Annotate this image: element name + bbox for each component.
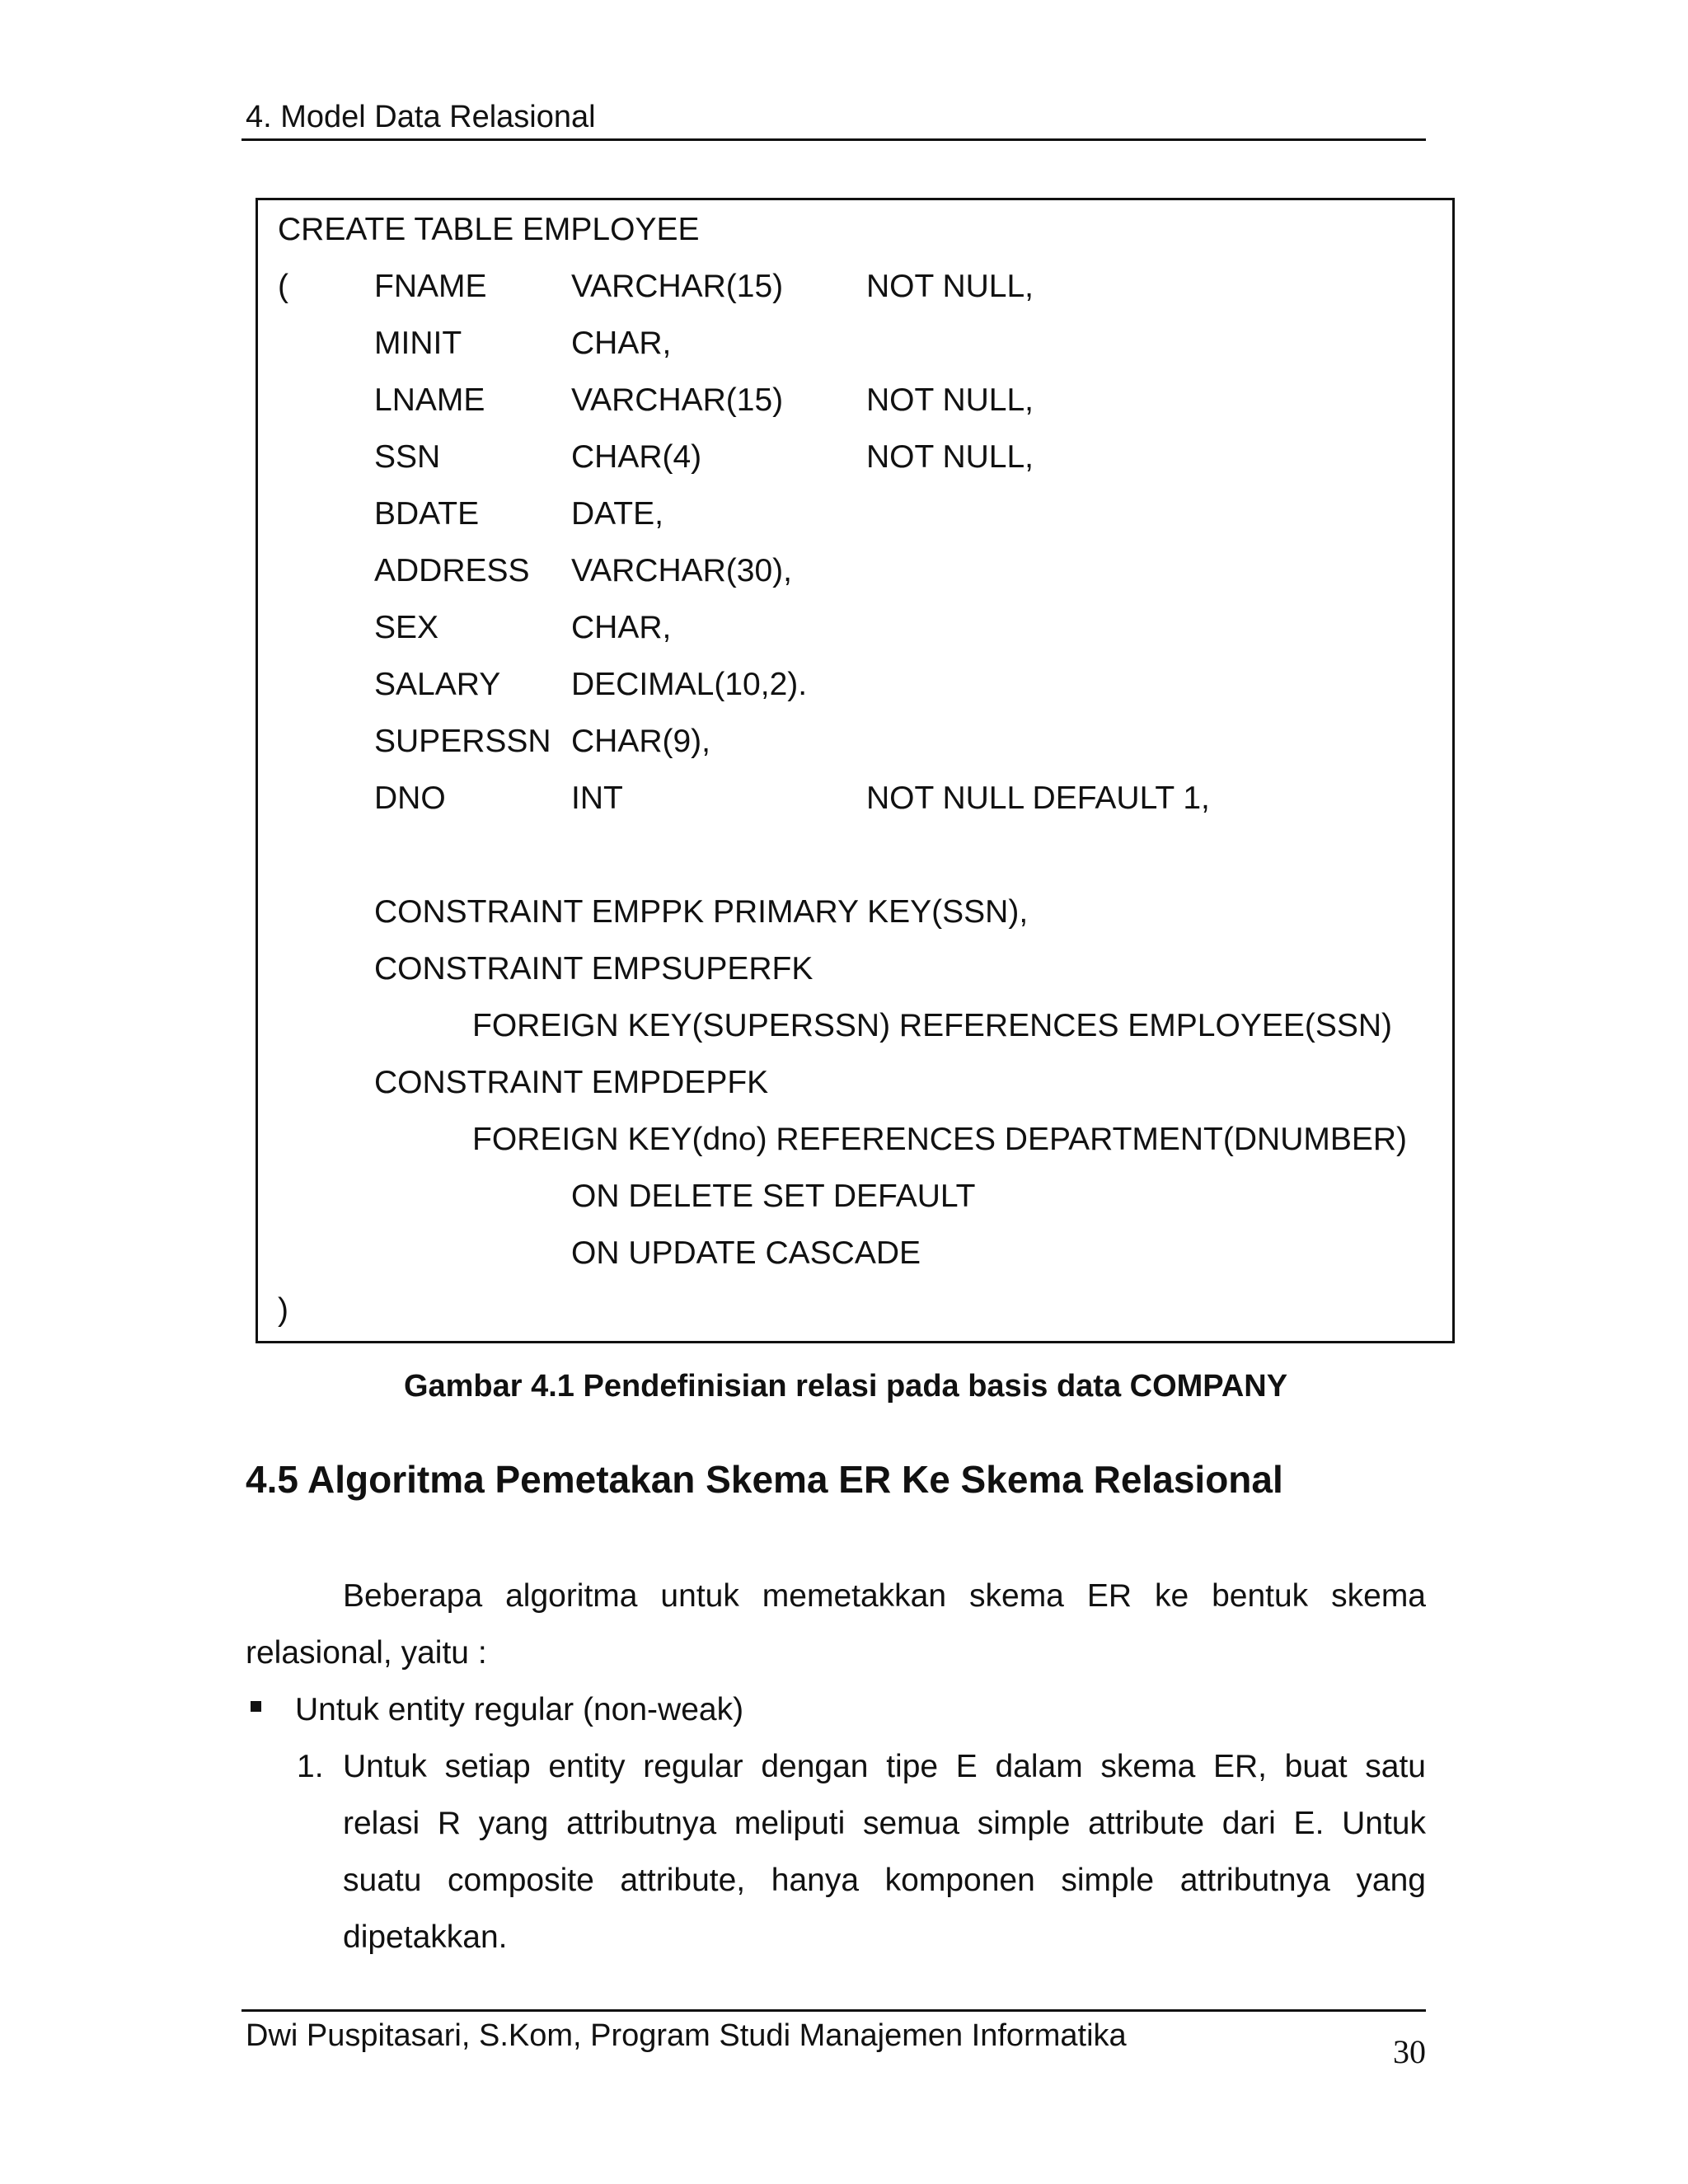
intro-paragraph-line-2: relasional, yaitu : bbox=[246, 1635, 487, 1671]
bullet-item: Untuk entity regular (non-weak) bbox=[295, 1692, 744, 1727]
sql-code-box bbox=[256, 198, 1455, 1343]
figure-caption: Gambar 4.1 Pendefinisian relasi pada basis data COMPANY bbox=[403, 1369, 1288, 1404]
header-rule bbox=[241, 138, 1426, 141]
column-type: CHAR(9), bbox=[571, 724, 711, 759]
column-type: DECIMAL(10,2). bbox=[571, 667, 808, 702]
column-type: VARCHAR(30), bbox=[571, 553, 792, 588]
constraint-depfk: CONSTRAINT EMPDEPFK bbox=[374, 1065, 769, 1100]
column-name: SSN bbox=[374, 439, 441, 475]
column-type: CHAR, bbox=[571, 610, 672, 645]
foreign-key-superssn: FOREIGN KEY(SUPERSSN) REFERENCES EMPLOYEE(SSN) bbox=[472, 1008, 1393, 1043]
foreign-key-dno: FOREIGN KEY(dno) REFERENCES DEPARTMENT(DNUMBER) bbox=[472, 1122, 1408, 1157]
list-item-number: 1. bbox=[297, 1749, 324, 1784]
list-item-line-4: dipetakkan. bbox=[343, 1919, 508, 1955]
column-type: CHAR, bbox=[571, 326, 672, 361]
column-type: CHAR(4) bbox=[571, 439, 702, 475]
column-type: DATE, bbox=[571, 496, 663, 532]
column-type: VARCHAR(15) bbox=[571, 382, 784, 418]
column-constraint: NOT NULL, bbox=[866, 269, 1034, 304]
running-header: 4. Model Data Relasional bbox=[246, 100, 596, 134]
column-name: BDATE bbox=[374, 496, 480, 532]
column-name: MINIT bbox=[374, 326, 462, 361]
column-constraint: NOT NULL, bbox=[866, 439, 1034, 475]
column-type: VARCHAR(15) bbox=[571, 269, 784, 304]
column-constraint: NOT NULL DEFAULT 1, bbox=[866, 780, 1210, 816]
list-item-line-2: relasi R yang attributnya meliputi semua simple attribute dari E. Untuk bbox=[343, 1806, 1426, 1841]
footer-author: Dwi Puspitasari, S.Kom, Program Studi Manajemen Informatika bbox=[246, 2018, 1127, 2053]
column-name: DNO bbox=[374, 780, 446, 816]
section-heading: 4.5 Algoritma Pemetakan Skema ER Ke Skema Relasional bbox=[246, 1458, 1283, 1501]
square-bullet-icon bbox=[251, 1701, 261, 1712]
column-constraint: NOT NULL, bbox=[866, 382, 1034, 418]
column-name: ADDRESS bbox=[374, 553, 530, 588]
code-create-table: CREATE TABLE EMPLOYEE bbox=[278, 212, 700, 247]
column-name: SUPERSSN bbox=[374, 724, 551, 759]
constraint-primary-key: CONSTRAINT EMPPK PRIMARY KEY(SSN), bbox=[374, 894, 1029, 930]
on-delete-clause: ON DELETE SET DEFAULT bbox=[571, 1179, 976, 1214]
column-type: INT bbox=[571, 780, 623, 816]
intro-paragraph-line-1: Beberapa algoritma untuk memetakkan skema ER ke bentuk skema bbox=[343, 1578, 1426, 1614]
code-close-paren: ) bbox=[278, 1292, 288, 1328]
column-name: SALARY bbox=[374, 667, 501, 702]
page-number: 30 bbox=[1393, 2033, 1426, 2070]
column-name: LNAME bbox=[374, 382, 485, 418]
column-name: FNAME bbox=[374, 269, 487, 304]
list-item-line-3: suatu composite attribute, hanya komponen simple attributnya yang bbox=[343, 1863, 1426, 1898]
column-name: SEX bbox=[374, 610, 439, 645]
code-open-paren: ( bbox=[278, 269, 288, 304]
footer-rule bbox=[241, 2009, 1426, 2012]
constraint-superfk: CONSTRAINT EMPSUPERFK bbox=[374, 951, 814, 987]
on-update-clause: ON UPDATE CASCADE bbox=[571, 1235, 921, 1271]
list-item-line-1: Untuk setiap entity regular dengan tipe E dalam skema ER, buat satu bbox=[343, 1749, 1426, 1784]
